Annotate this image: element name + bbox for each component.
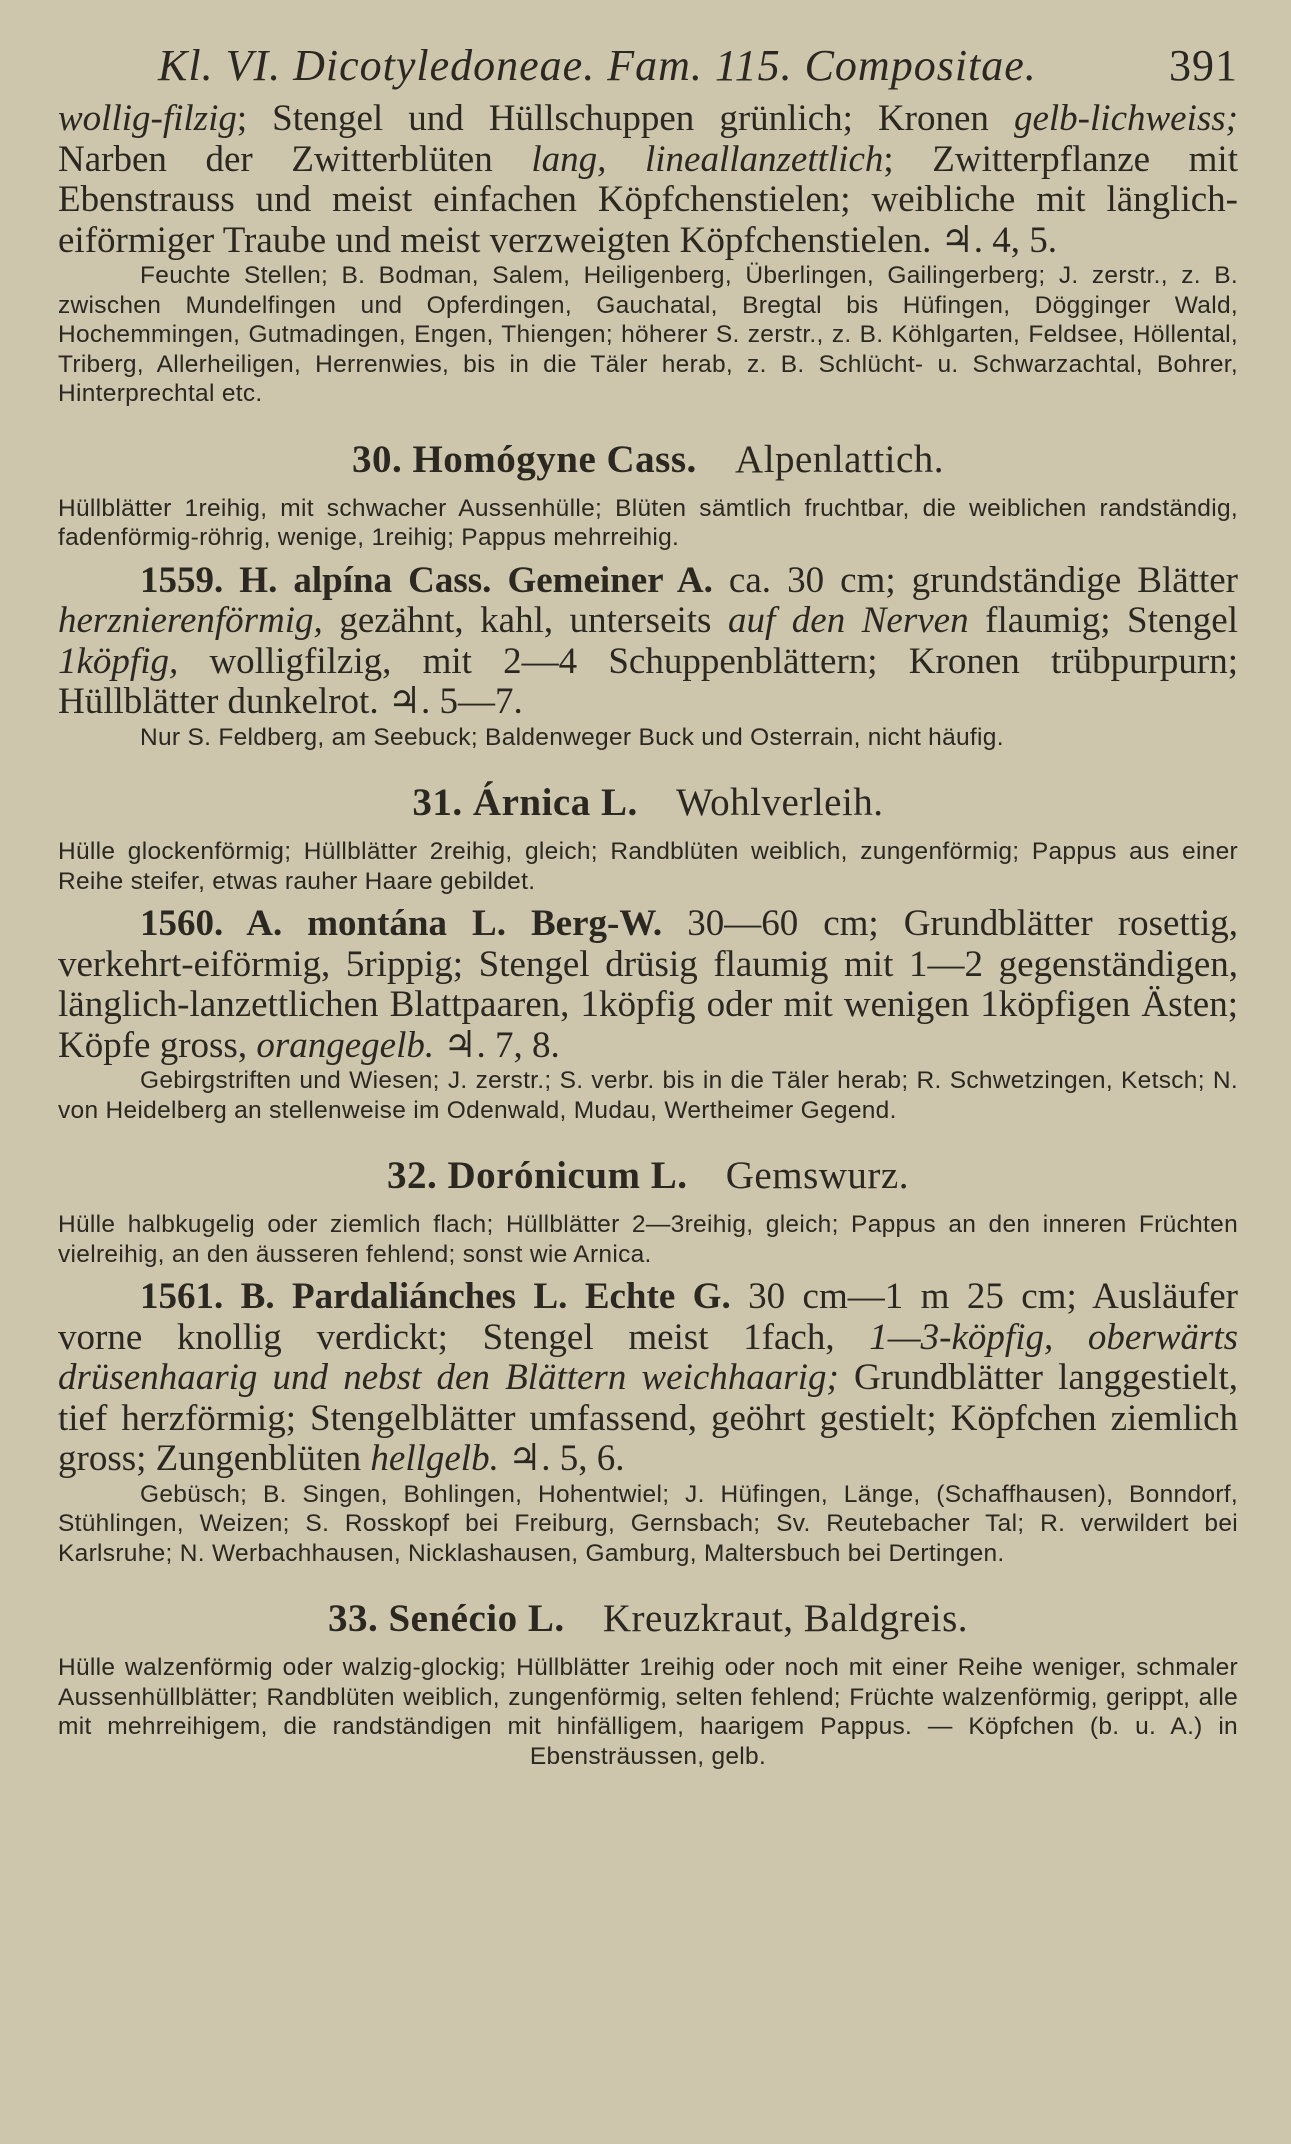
continued-species-localities: Feuchte Stellen; B. Bodman, Salem, Heiligenberg, Überlingen, Gailingerberg; J. zerstr., z. B. zwischen Mundelfingen und Opferdingen, Gauchatal, Bregtal bis Hüfingen, Dögginger Wald, Hochemmingen, Gutmadingen, Engen, Thiengen; höherer S. zerstr., z. B. Köhlgarten, Feldsee, Höllental, Triberg, Allerheiligen, Herrenwies, bis in die Täler herab, z. B. Schlücht- u. Schwarzachtal, Bohrer, Hinterprechtal etc. xyxy=(58,262,1238,407)
species-localities-1560: Gebirgstriften und Wiesen; J. zerstr.; S. verbr. bis in die Täler herab; R. Schwetzingen, Ketsch; N. von Heidelberg an stellenweise im Odenwald, Mudau, Wertheimer Gegend. xyxy=(58,1067,1238,1124)
book-page xyxy=(58,40,1238,1771)
running-title: Kl. VI. Dicotyledoneae. Fam. 115. Compositae. xyxy=(158,41,1037,90)
page-number: 391 xyxy=(1169,41,1238,90)
genus-description-arnica: Hülle glockenförmig; Hüllblätter 2reihig, gleich; Randblüten weiblich, zungenförmig; Pappus aus einer Reihe steifer, etwas rauher Haare gebildet. xyxy=(58,838,1238,895)
species-entry-1561: 1561. B. Pardaliánches L. Echte G. 30 cm—1 m 25 cm; Ausläufer vorne knollig verdickt; Stengel meist 1fach, 1—3-köpfig, oberwärts drüsenhaarig und nebst den Blättern weichhaarig; Grundblätter langgestielt, tief herzförmig; Stengelblätter umfassend, geöhrt gestielt; Köpfchen ziemlich gross; Zungenblüten hellgelb. ♃. 5, 6. xyxy=(58,1276,1239,1479)
genus-heading-homogyne: 30. Homógyne Cass. Alpenlattich. xyxy=(351,437,945,481)
continued-species-description: wollig-filzig; Stengel und Hüllschuppen grünlich; Kronen gelb-lichweiss; Narben der Zwitterblüten lang, lineallanzettlich; Zwitterpflanze mit Ebenstrauss und meist einfachen Köpfchenstielen; weibliche mit länglich-eiförmiger Traube und meist verzweigten Köpfchenstielen. ♃. 4, 5. xyxy=(58,98,1238,261)
genus-heading-senecio: 33. Senécio L. Kreuzkraut, Baldgreis. xyxy=(327,1597,969,1640)
species-localities-1561: Gebüsch; B. Singen, Bohlingen, Hohentwiel; J. Hüfingen, Länge, (Schaffhausen), Bonndorf, Stühlingen, Weizen; S. Rosskopf bei Freiburg, Gernsbach; Sv. Reutebacher Tal; R. verwildert bei Karlsruhe; N. Werbachhausen, Nicklashausen, Gamburg, Maltersbuch bei Dertingen. xyxy=(58,1480,1238,1567)
genus-description-homogyne: Hüllblätter 1reihig, mit schwacher Aussenhülle; Blüten sämtlich fruchtbar, die weiblichen randständig, fadenförmig-röhrig, wenige, 1reihig; Pappus mehrreihig. xyxy=(58,494,1238,551)
species-entry-1560: 1560. A. montána L. Berg-W. 30—60 cm; Grundblätter rosettig, verkehrt-eiförmig, 5rippig; Stengel drüsig flaumig mit 1—2 gegenständigen, länglich-lanzettlichen Blattpaaren, 1köpfig oder mit wenigen 1köpfigen Ästen; Köpfe gross, orangegelb. ♃. 7, 8. xyxy=(58,903,1238,1066)
genus-heading-doronicum: 32. Dorónicum L. Gemswurz. xyxy=(387,1154,909,1197)
species-entry-1559: 1559. H. alpína Cass. Gemeiner A. ca. 30 cm; grundständige Blätter herznierenförmig, gezähnt, kahl, unterseits auf den Nerven flaumig; Stengel 1köpfig, wolligfilzig, mit 2—4 Schuppenblättern; Kronen trübpurpurn; Hüllblätter dunkelrot. ♃. 5—7. xyxy=(58,559,1238,722)
genus-description-senecio: Hülle walzenförmig oder walzig-glockig; Hüllblätter 1reihig oder noch mit einer Reihe weniger, schmaler Aussenhüllblätter; Randblüten weiblich, zungenförmig, selten fehlend; Früchte walzenförmig, gerippt, alle mit mehrreihigem, die randständigen mit hinfälligem, haarigem Pappus. — Köpfchen (b. u. A.) in Ebensträussen, gelb. xyxy=(58,1654,1238,1770)
running-header xyxy=(158,40,1238,91)
genus-description-doronicum: Hülle halbkugelig oder ziemlich flach; Hüllblätter 2—3reihig, gleich; Pappus an den inneren Früchten vielreihig, an den äusseren fehlend; sonst wie Arnica. xyxy=(58,1211,1238,1268)
species-localities-1559: Nur S. Feldberg, am Seebuck; Baldenweger Buck und Osterrain, nicht häufig. xyxy=(140,723,1004,751)
genus-heading-arnica: 31. Árnica L. Wohlverleih. xyxy=(412,781,884,824)
